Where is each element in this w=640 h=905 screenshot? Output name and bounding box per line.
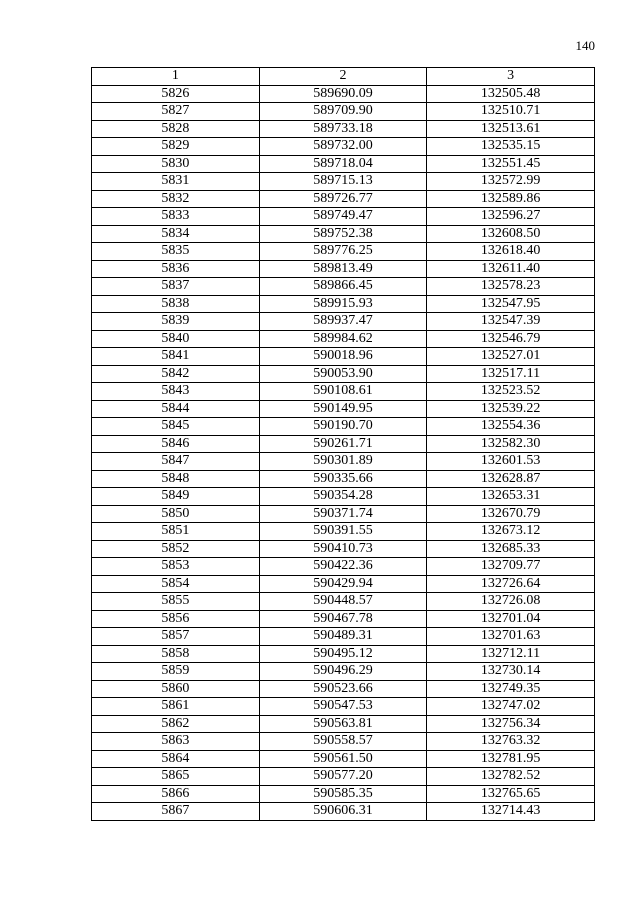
y-coordinate-cell: 132712.11 — [427, 645, 595, 663]
point-number-cell: 5831 — [92, 173, 260, 191]
y-coordinate-cell: 132670.79 — [427, 505, 595, 523]
y-coordinate-cell: 132685.33 — [427, 540, 595, 558]
x-coordinate-cell: 590301.89 — [259, 453, 427, 471]
x-coordinate-cell: 590053.90 — [259, 365, 427, 383]
x-coordinate-cell: 589709.90 — [259, 103, 427, 121]
point-number-cell: 5847 — [92, 453, 260, 471]
x-coordinate-cell: 590410.73 — [259, 540, 427, 558]
point-number-cell: 5841 — [92, 348, 260, 366]
table-row — [92, 715, 595, 733]
x-coordinate-cell: 590495.12 — [259, 645, 427, 663]
x-coordinate-cell: 590547.53 — [259, 698, 427, 716]
x-coordinate-cell: 590448.57 — [259, 593, 427, 611]
point-number-cell: 5828 — [92, 120, 260, 138]
y-coordinate-cell: 132527.01 — [427, 348, 595, 366]
table-row — [92, 645, 595, 663]
y-coordinate-cell: 132611.40 — [427, 260, 595, 278]
point-number-cell: 5861 — [92, 698, 260, 716]
coordinates-table — [91, 67, 595, 821]
table-row — [92, 663, 595, 681]
x-coordinate-cell: 590561.50 — [259, 750, 427, 768]
x-coordinate-cell: 589937.47 — [259, 313, 427, 331]
table-row — [92, 173, 595, 191]
table-row — [92, 190, 595, 208]
table-row — [92, 680, 595, 698]
point-number-cell: 5866 — [92, 785, 260, 803]
y-coordinate-cell: 132673.12 — [427, 523, 595, 541]
x-coordinate-cell: 589726.77 — [259, 190, 427, 208]
x-coordinate-cell: 590558.57 — [259, 733, 427, 751]
point-number-cell: 5849 — [92, 488, 260, 506]
column-header-3: 3 — [427, 68, 595, 86]
table-row — [92, 610, 595, 628]
y-coordinate-cell: 132763.32 — [427, 733, 595, 751]
y-coordinate-cell: 132782.52 — [427, 768, 595, 786]
x-coordinate-cell: 590190.70 — [259, 418, 427, 436]
x-coordinate-cell: 590429.94 — [259, 575, 427, 593]
point-number-cell: 5846 — [92, 435, 260, 453]
point-number-cell: 5854 — [92, 575, 260, 593]
y-coordinate-cell: 132618.40 — [427, 243, 595, 261]
point-number-cell: 5826 — [92, 85, 260, 103]
point-number-cell: 5855 — [92, 593, 260, 611]
point-number-cell: 5843 — [92, 383, 260, 401]
y-coordinate-cell: 132747.02 — [427, 698, 595, 716]
point-number-cell: 5867 — [92, 803, 260, 821]
x-coordinate-cell: 590606.31 — [259, 803, 427, 821]
table-row — [92, 138, 595, 156]
x-coordinate-cell: 589715.13 — [259, 173, 427, 191]
point-number-cell: 5842 — [92, 365, 260, 383]
y-coordinate-cell: 132589.86 — [427, 190, 595, 208]
table-row — [92, 453, 595, 471]
x-coordinate-cell: 589732.00 — [259, 138, 427, 156]
table-row — [92, 208, 595, 226]
point-number-cell: 5863 — [92, 733, 260, 751]
point-number-cell: 5835 — [92, 243, 260, 261]
table-body — [92, 85, 595, 820]
y-coordinate-cell: 132535.15 — [427, 138, 595, 156]
point-number-cell: 5840 — [92, 330, 260, 348]
y-coordinate-cell: 132578.23 — [427, 278, 595, 296]
table-row — [92, 260, 595, 278]
x-coordinate-cell: 590585.35 — [259, 785, 427, 803]
y-coordinate-cell: 132701.04 — [427, 610, 595, 628]
table-row — [92, 103, 595, 121]
x-coordinate-cell: 590422.36 — [259, 558, 427, 576]
y-coordinate-cell: 132572.99 — [427, 173, 595, 191]
table-row — [92, 733, 595, 751]
point-number-cell: 5834 — [92, 225, 260, 243]
y-coordinate-cell: 132726.64 — [427, 575, 595, 593]
table-row — [92, 575, 595, 593]
table-row — [92, 803, 595, 821]
x-coordinate-cell: 589749.47 — [259, 208, 427, 226]
y-coordinate-cell: 132653.31 — [427, 488, 595, 506]
x-coordinate-cell: 589866.45 — [259, 278, 427, 296]
table-row — [92, 750, 595, 768]
point-number-cell: 5864 — [92, 750, 260, 768]
point-number-cell: 5833 — [92, 208, 260, 226]
x-coordinate-cell: 590496.29 — [259, 663, 427, 681]
y-coordinate-cell: 132714.43 — [427, 803, 595, 821]
x-coordinate-cell: 590371.74 — [259, 505, 427, 523]
x-coordinate-cell: 590108.61 — [259, 383, 427, 401]
table-row — [92, 505, 595, 523]
table-row — [92, 330, 595, 348]
x-coordinate-cell: 589733.18 — [259, 120, 427, 138]
x-coordinate-cell: 589984.62 — [259, 330, 427, 348]
table-row — [92, 120, 595, 138]
page-number: 140 — [575, 38, 595, 53]
point-number-cell: 5848 — [92, 470, 260, 488]
x-coordinate-cell: 590577.20 — [259, 768, 427, 786]
y-coordinate-cell: 132701.63 — [427, 628, 595, 646]
y-coordinate-cell: 132505.48 — [427, 85, 595, 103]
y-coordinate-cell: 132523.52 — [427, 383, 595, 401]
y-coordinate-cell: 132539.22 — [427, 400, 595, 418]
y-coordinate-cell: 132517.11 — [427, 365, 595, 383]
y-coordinate-cell: 132513.61 — [427, 120, 595, 138]
table-header-row — [92, 68, 595, 86]
table-row — [92, 470, 595, 488]
column-header-2: 2 — [259, 68, 427, 86]
point-number-cell: 5851 — [92, 523, 260, 541]
table-row — [92, 593, 595, 611]
table-row — [92, 435, 595, 453]
table-row — [92, 785, 595, 803]
y-coordinate-cell: 132608.50 — [427, 225, 595, 243]
point-number-cell: 5845 — [92, 418, 260, 436]
point-number-cell: 5830 — [92, 155, 260, 173]
point-number-cell: 5836 — [92, 260, 260, 278]
y-coordinate-cell: 132554.36 — [427, 418, 595, 436]
point-number-cell: 5829 — [92, 138, 260, 156]
table-row — [92, 313, 595, 331]
x-coordinate-cell: 589718.04 — [259, 155, 427, 173]
y-coordinate-cell: 132781.95 — [427, 750, 595, 768]
y-coordinate-cell: 132765.65 — [427, 785, 595, 803]
table-row — [92, 698, 595, 716]
y-coordinate-cell: 132547.39 — [427, 313, 595, 331]
table-row — [92, 348, 595, 366]
table-row — [92, 558, 595, 576]
point-number-cell: 5865 — [92, 768, 260, 786]
point-number-cell: 5852 — [92, 540, 260, 558]
point-number-cell: 5859 — [92, 663, 260, 681]
x-coordinate-cell: 590335.66 — [259, 470, 427, 488]
point-number-cell: 5856 — [92, 610, 260, 628]
table-row — [92, 383, 595, 401]
x-coordinate-cell: 590563.81 — [259, 715, 427, 733]
x-coordinate-cell: 589752.38 — [259, 225, 427, 243]
table-row — [92, 278, 595, 296]
x-coordinate-cell: 590261.71 — [259, 435, 427, 453]
table-row — [92, 540, 595, 558]
point-number-cell: 5850 — [92, 505, 260, 523]
table-row — [92, 400, 595, 418]
y-coordinate-cell: 132709.77 — [427, 558, 595, 576]
x-coordinate-cell: 590523.66 — [259, 680, 427, 698]
point-number-cell: 5853 — [92, 558, 260, 576]
x-coordinate-cell: 589776.25 — [259, 243, 427, 261]
table-row — [92, 768, 595, 786]
x-coordinate-cell: 590354.28 — [259, 488, 427, 506]
y-coordinate-cell: 132628.87 — [427, 470, 595, 488]
point-number-cell: 5857 — [92, 628, 260, 646]
column-header-1: 1 — [92, 68, 260, 86]
x-coordinate-cell: 590467.78 — [259, 610, 427, 628]
point-number-cell: 5839 — [92, 313, 260, 331]
x-coordinate-cell: 590149.95 — [259, 400, 427, 418]
point-number-cell: 5860 — [92, 680, 260, 698]
x-coordinate-cell: 590018.96 — [259, 348, 427, 366]
point-number-cell: 5837 — [92, 278, 260, 296]
table-row — [92, 418, 595, 436]
y-coordinate-cell: 132730.14 — [427, 663, 595, 681]
x-coordinate-cell: 589915.93 — [259, 295, 427, 313]
y-coordinate-cell: 132582.30 — [427, 435, 595, 453]
y-coordinate-cell: 132510.71 — [427, 103, 595, 121]
table-row — [92, 85, 595, 103]
y-coordinate-cell: 132601.53 — [427, 453, 595, 471]
x-coordinate-cell: 590489.31 — [259, 628, 427, 646]
y-coordinate-cell: 132726.08 — [427, 593, 595, 611]
point-number-cell: 5844 — [92, 400, 260, 418]
y-coordinate-cell: 132756.34 — [427, 715, 595, 733]
x-coordinate-cell: 589690.09 — [259, 85, 427, 103]
table-row — [92, 243, 595, 261]
point-number-cell: 5838 — [92, 295, 260, 313]
y-coordinate-cell: 132749.35 — [427, 680, 595, 698]
table-row — [92, 295, 595, 313]
point-number-cell: 5832 — [92, 190, 260, 208]
table-row — [92, 225, 595, 243]
table-row — [92, 155, 595, 173]
table-row — [92, 365, 595, 383]
y-coordinate-cell: 132547.95 — [427, 295, 595, 313]
table-row — [92, 523, 595, 541]
table-row — [92, 488, 595, 506]
table-row — [92, 628, 595, 646]
y-coordinate-cell: 132551.45 — [427, 155, 595, 173]
point-number-cell: 5858 — [92, 645, 260, 663]
x-coordinate-cell: 590391.55 — [259, 523, 427, 541]
point-number-cell: 5862 — [92, 715, 260, 733]
y-coordinate-cell: 132596.27 — [427, 208, 595, 226]
y-coordinate-cell: 132546.79 — [427, 330, 595, 348]
x-coordinate-cell: 589813.49 — [259, 260, 427, 278]
point-number-cell: 5827 — [92, 103, 260, 121]
